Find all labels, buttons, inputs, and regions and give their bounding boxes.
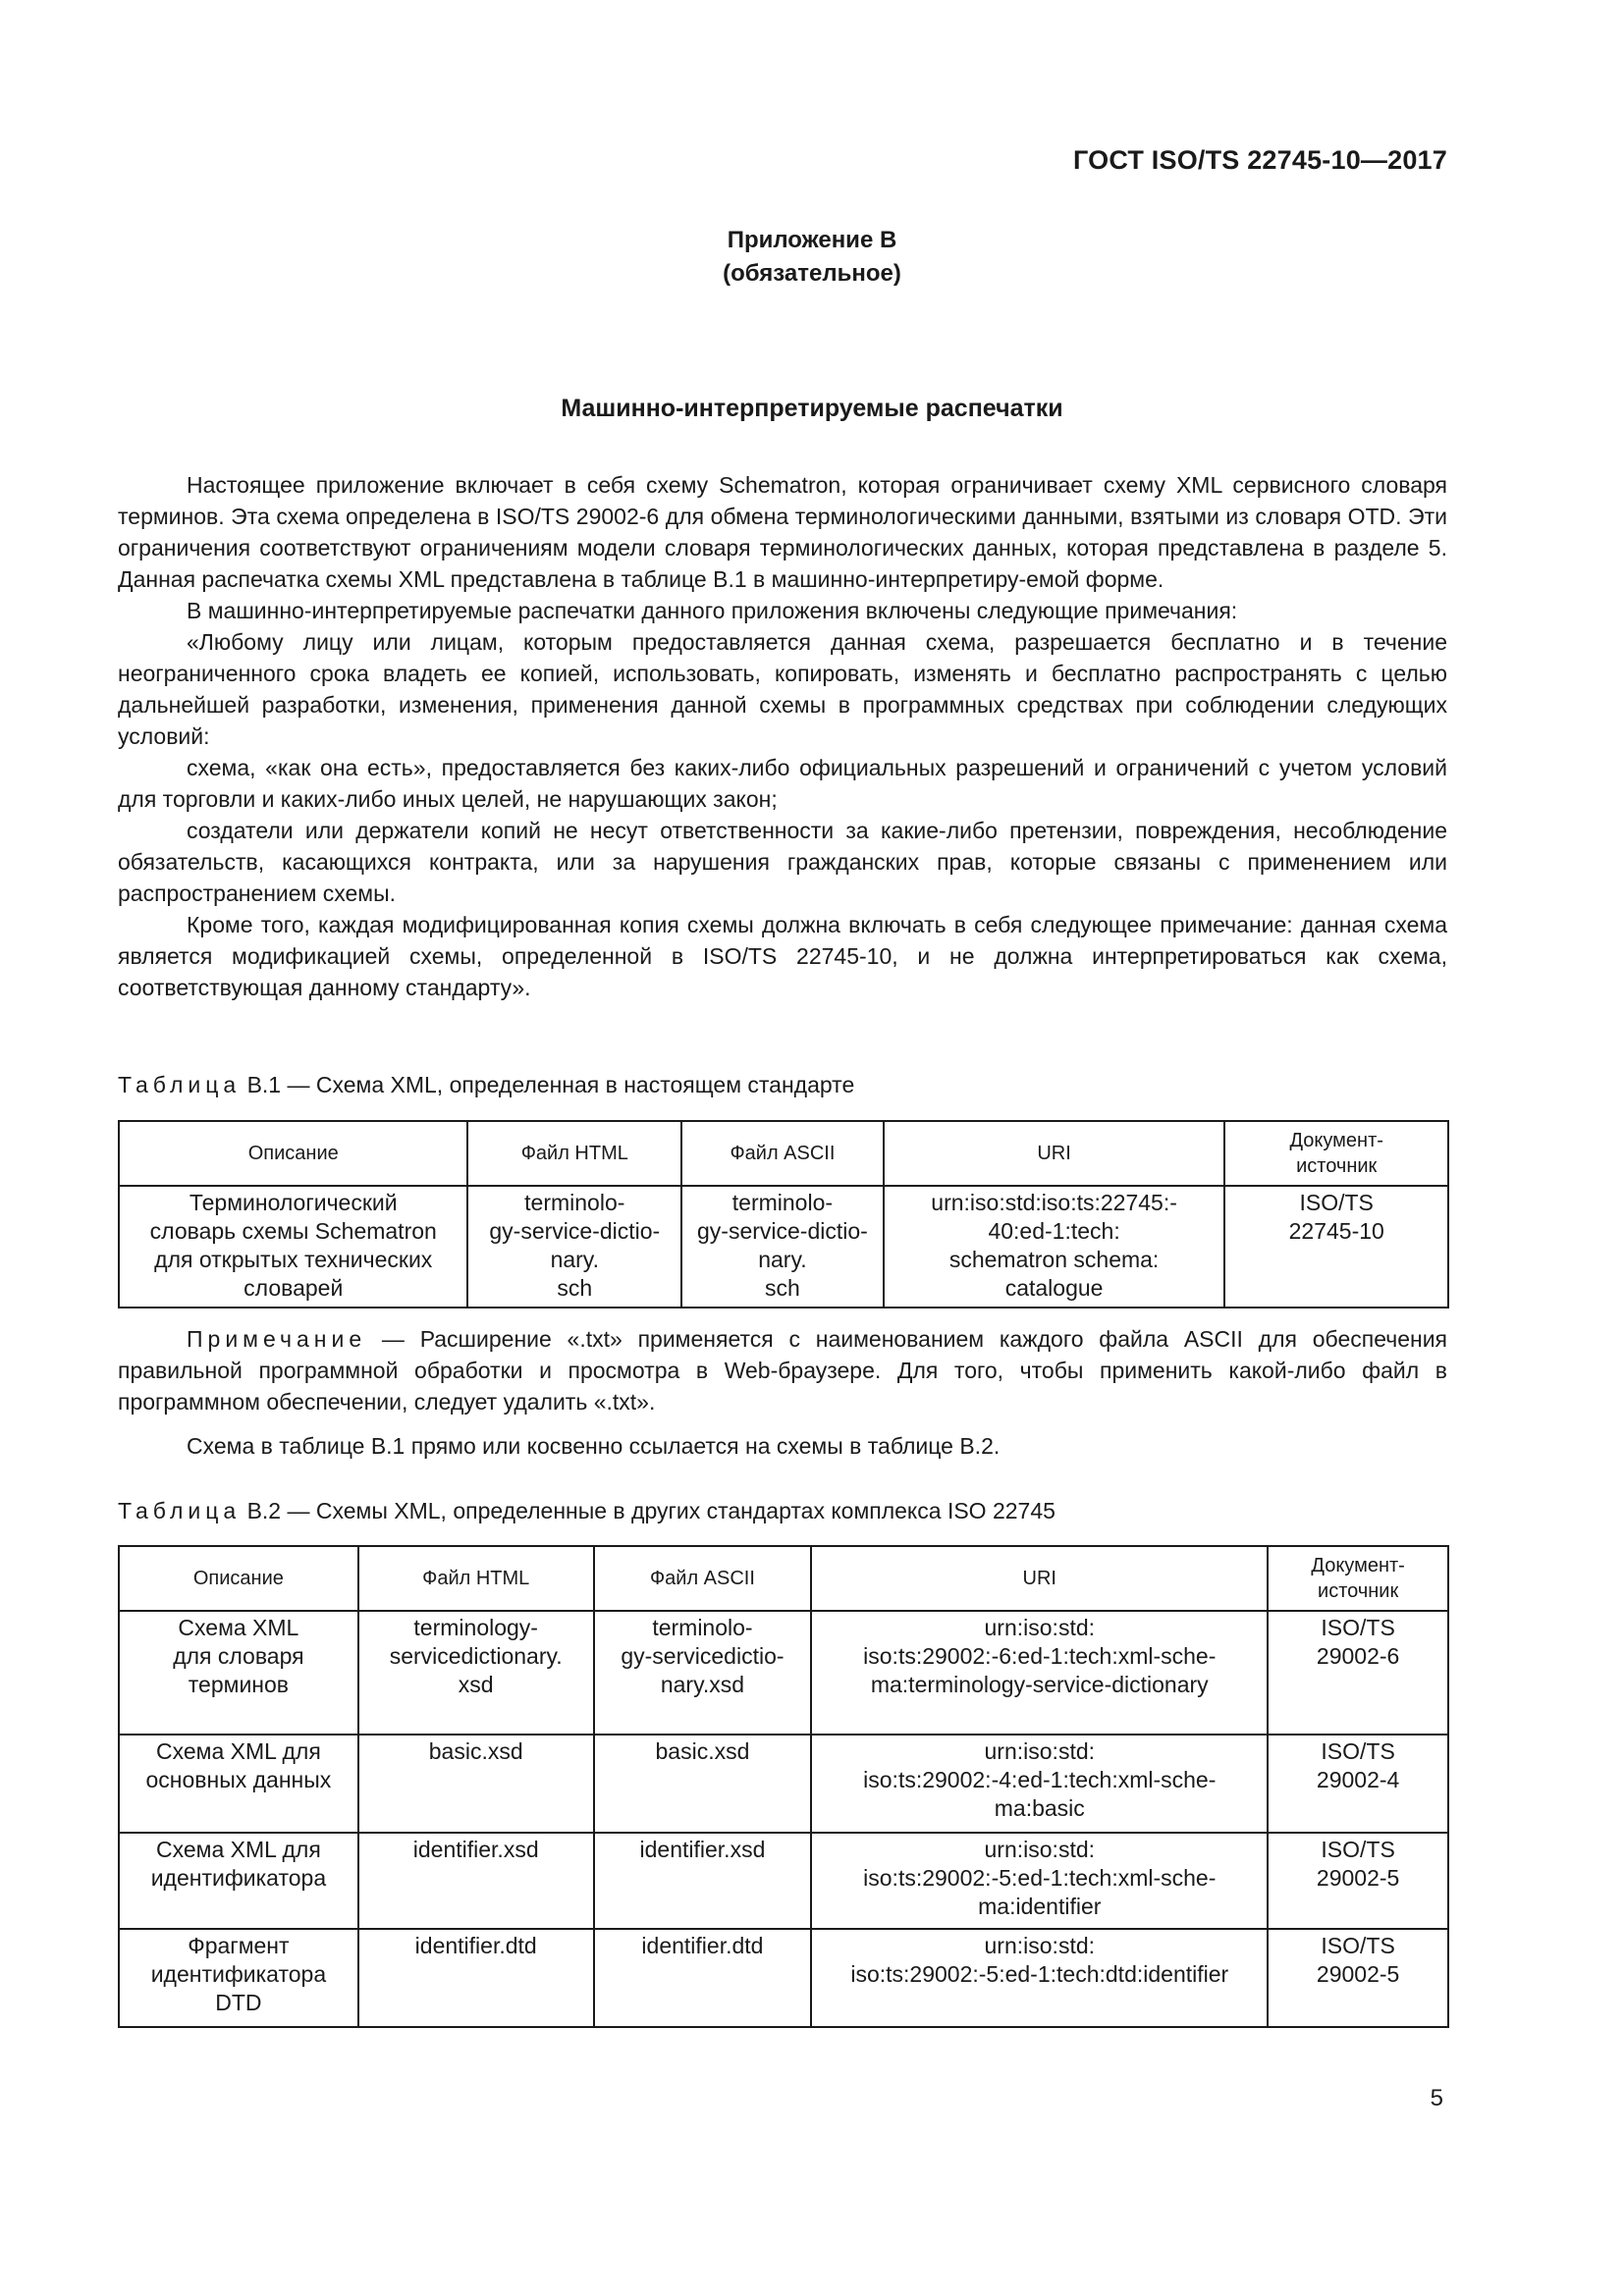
paragraph: В машинно-интерпретируемые распечатки данного приложения включены следующие примечания: [187,598,1238,623]
table1-caption-label: Таблица [118,1072,242,1097]
appendix-title: Приложение В [727,227,897,253]
table2-caption-text: В.2 — Схемы XML, определенные в других стандартах комплекса ISO 22745 [246,1498,1056,1523]
table-cell: urn:iso:std: iso:ts:29002:-5:ed-1:tech:xml-sche- ma:identifier [811,1833,1268,1929]
table-row [119,1833,1448,1929]
table-row [119,1611,1448,1735]
table1 [118,1120,1449,1308]
paragraph: создатели или держатели копий не несут ответственности за какие-либо претензии, повреждения, несоблюдение обязательств, касающихся контракта, или за нарушения гражданских прав, которые связаны с применением или распространением схемы. [118,818,1447,906]
table-cell: identifier.xsd [358,1833,594,1929]
appendix-status: (обязательное) [723,260,901,287]
table-row [119,1929,1448,2027]
table-cell: Фрагмент идентификатора DTD [119,1929,358,2027]
table-cell: ISO/TS 29002-5 [1268,1929,1448,2027]
table-cell: terminology- servicedictionary. xsd [358,1611,594,1735]
column-header: Описание [119,1121,467,1186]
paragraph: «Любому лицу или лицам, которым предоставляется данная схема, разрешается бесплатно и в течение неограниченного срока владеть ее копией, использовать, копировать, изменять и бесплатно распространять с целью дальнейшей разработки, изменения, применения данной схемы в программных средствах при соблюдении следующих условий: [118,629,1447,749]
paragraph: Кроме того, каждая модифицированная копия схемы должна включать в себя следующее примечание: данная схема является модификацией схемы, определенной в ISO/TS 22745-10, и не должна интерпретироваться как схема, соответствующая данному стандарту». [118,912,1447,1000]
table2-caption [118,1498,1056,1524]
page-number: 5 [1430,2085,1443,2111]
table-cell: ISO/TS 22745-10 [1224,1186,1448,1308]
body-text [118,469,1447,1003]
column-header: Документ- источник [1268,1546,1448,1611]
table-cell: urn:iso:std: iso:ts:29002:-4:ed-1:tech:xml-sche- ma:basic [811,1735,1268,1833]
table2-caption-label: Таблица [118,1498,242,1523]
note-text: — Расширение «.txt» применяется с наименованием каждого файла ASCII для обеспечения правильной программной обработки и просмотра в Web-браузере. Для того, чтобы применить какой-либо файл в программном обеспечении, следует удалить «.txt». [118,1326,1447,1415]
table1-caption-text: В.1 — Схема XML, определенная в настоящем стандарте [246,1072,855,1097]
column-header: Описание [119,1546,358,1611]
column-header: Документ- источник [1224,1121,1448,1186]
table-cell: Схема XML для основных данных [119,1735,358,1833]
table-cell: Терминологический словарь схемы Schematron для открытых технических словарей [119,1186,467,1308]
paragraph: схема, «как она есть», предоставляется без каких-либо официальных разрешений и ограничений с учетом условий для торговли и каких-либо иных целей, не нарушающих закон; [118,755,1447,812]
appendix-heading [0,224,1624,291]
column-header: Файл ASCII [681,1121,884,1186]
table-cell: identifier.dtd [594,1929,812,2027]
table2 [118,1545,1449,2028]
paragraph: Настоящее приложение включает в себя схему Schematron, которая ограничивает схему XML сервисного словаря терминов. Эта схема определена в ISO/TS 29002-6 для обмена терминологическими данными, взятыми из словаря OTD. Эти ограничения соответствуют ограничениям модели словаря терминологических данных, которая представлена в разделе 5. Данная распечатка схемы XML представлена в таблице В.1 в машинно-интерпретиру-емой форме. [118,472,1447,592]
table-cell: urn:iso:std: iso:ts:29002:-5:ed-1:tech:dtd:identifier [811,1929,1268,2027]
table-cell: identifier.xsd [594,1833,812,1929]
table-cell: terminolo- gy-servicedictio- nary.xsd [594,1611,812,1735]
section-title: Машинно-интерпретируемые распечатки [561,395,1063,422]
table-cell: Схема XML для словаря терминов [119,1611,358,1735]
document-code: ГОСТ ISO/TS 22745-10—2017 [1073,145,1447,175]
table-cell: urn:iso:std: iso:ts:29002:-6:ed-1:tech:xml-sche- ma:terminology-service-dictionary [811,1611,1268,1735]
table-cell: ISO/TS 29002-5 [1268,1833,1448,1929]
table-cell: terminolo- gy-service-dictio- nary. sch [681,1186,884,1308]
table1-caption [118,1072,854,1098]
column-header: Файл ASCII [594,1546,812,1611]
table-row [119,1186,1448,1308]
table-row [119,1735,1448,1833]
table-cell: terminolo- gy-service-dictio- nary. sch [467,1186,681,1308]
table-cell: basic.xsd [594,1735,812,1833]
column-header: Файл HTML [467,1121,681,1186]
reference-line: Схема в таблице В.1 прямо или косвенно ссылается на схемы в таблице В.2. [187,1433,1001,1459]
note-label: Примечание [187,1326,367,1352]
table-cell: Схема XML для идентификатора [119,1833,358,1929]
table-cell: ISO/TS 29002-6 [1268,1611,1448,1735]
column-header: URI [884,1121,1225,1186]
column-header: URI [811,1546,1268,1611]
column-header: Файл HTML [358,1546,594,1611]
table-cell: urn:iso:std:iso:ts:22745:- 40:ed-1:tech: schematron schema: catalogue [884,1186,1225,1308]
table-cell: identifier.dtd [358,1929,594,2027]
note [118,1323,1447,1417]
table-cell: ISO/TS 29002-4 [1268,1735,1448,1833]
table-cell: basic.xsd [358,1735,594,1833]
